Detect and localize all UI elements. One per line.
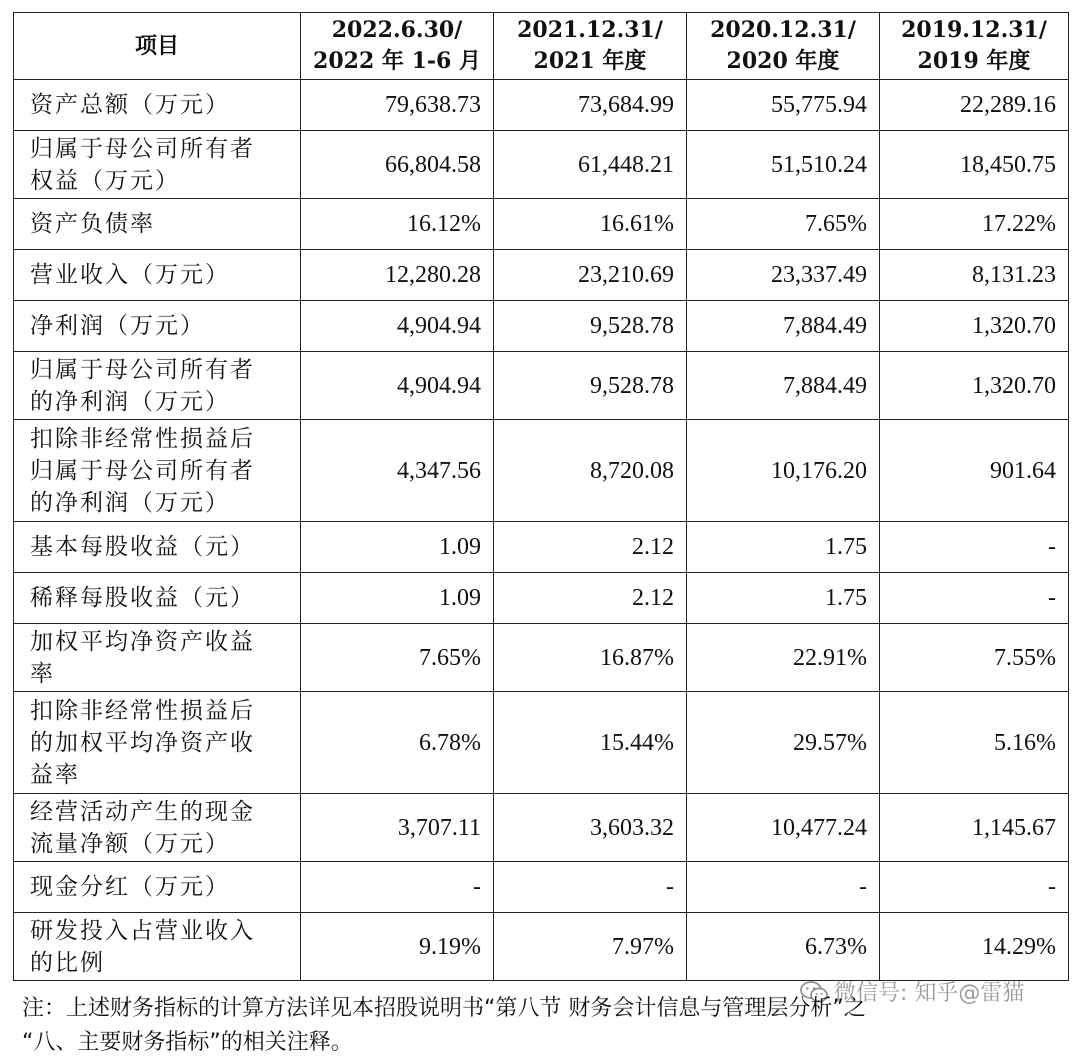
table-row <box>14 573 1069 624</box>
cell-value: 23,337.49 <box>687 250 880 301</box>
row-label: 现金分红（万元） <box>14 862 301 913</box>
table-footnote <box>22 994 1072 1058</box>
cell-value: 1.09 <box>301 522 494 573</box>
header-item: 项目 <box>14 13 301 80</box>
cell-value: 10,477.24 <box>687 794 880 862</box>
cell-value: 8,131.23 <box>880 250 1069 301</box>
table-row <box>14 131 1069 199</box>
cell-value: 9.19% <box>301 913 494 981</box>
cell-value: 61,448.21 <box>494 131 687 199</box>
cell-value: 16.12% <box>301 199 494 250</box>
row-label: 资产总额（万元） <box>14 80 301 131</box>
table-row <box>14 624 1069 692</box>
footnote-line-1: 注：上述财务指标的计算方法详见本招股说明书“第八节 财务会计信息与管理层分析”之 <box>22 996 866 1021</box>
row-label: 扣除非经常性损益后 的加权平均净资产收 益率 <box>14 692 301 794</box>
row-label: 归属于母公司所有者 的净利润（万元） <box>14 352 301 420</box>
table-row <box>14 522 1069 573</box>
cell-value: 8,720.08 <box>494 420 687 522</box>
cell-value: 7.97% <box>494 913 687 981</box>
cell-value: 16.87% <box>494 624 687 692</box>
cell-value: 7.65% <box>301 624 494 692</box>
header-period-2019 <box>880 13 1069 80</box>
row-label: 加权平均净资产收益 率 <box>14 624 301 692</box>
cell-value: 5.16% <box>880 692 1069 794</box>
cell-value: 12,280.28 <box>301 250 494 301</box>
row-label: 扣除非经常性损益后 归属于母公司所有者 的净利润（万元） <box>14 420 301 522</box>
cell-value: 1.09 <box>301 573 494 624</box>
cell-value: 22.91% <box>687 624 880 692</box>
cell-value: 16.61% <box>494 199 687 250</box>
cell-value: 17.22% <box>880 199 1069 250</box>
cell-value: 1,145.67 <box>880 794 1069 862</box>
cell-value: 9,528.78 <box>494 352 687 420</box>
cell-value: 14.29% <box>880 913 1069 981</box>
cell-value: 7.65% <box>687 199 880 250</box>
row-label: 经营活动产生的现金 流量净额（万元） <box>14 794 301 862</box>
cell-value: 4,347.56 <box>301 420 494 522</box>
row-label: 基本每股收益（元） <box>14 522 301 573</box>
cell-value: 3,603.32 <box>494 794 687 862</box>
cell-value: 6.73% <box>687 913 880 981</box>
header-period-2020 <box>687 13 880 80</box>
row-label: 营业收入（万元） <box>14 250 301 301</box>
table-row <box>14 199 1069 250</box>
table-row <box>14 352 1069 420</box>
header-date: 2020.12.31/ 2020 年度 <box>710 17 856 74</box>
cell-value: - <box>301 862 494 913</box>
table-row <box>14 794 1069 862</box>
cell-value: - <box>687 862 880 913</box>
table-row <box>14 692 1069 794</box>
cell-value: 1,320.70 <box>880 301 1069 352</box>
cell-value: 3,707.11 <box>301 794 494 862</box>
cell-value: 51,510.24 <box>687 131 880 199</box>
watermark-text: 微信号: 知乎@雷猫 <box>834 981 1025 1006</box>
cell-value: 55,775.94 <box>687 80 880 131</box>
cell-value: - <box>880 862 1069 913</box>
footnote-line-2: “八、主要财务指标”的相关注释。 <box>22 1030 353 1055</box>
cell-value: 79,638.73 <box>301 80 494 131</box>
cell-value: 6.78% <box>301 692 494 794</box>
table-row <box>14 301 1069 352</box>
row-label: 归属于母公司所有者 权益（万元） <box>14 131 301 199</box>
row-label: 研发投入占营业收入 的比例 <box>14 913 301 981</box>
cell-value: - <box>494 862 687 913</box>
table-row <box>14 80 1069 131</box>
cell-value: 901.64 <box>880 420 1069 522</box>
cell-value: 73,684.99 <box>494 80 687 131</box>
cell-value: 7,884.49 <box>687 352 880 420</box>
cell-value: 2.12 <box>494 522 687 573</box>
header-date: 2019.12.31/ 2019 年度 <box>901 17 1047 74</box>
header-period-2022h1 <box>301 13 494 80</box>
cell-value: 4,904.94 <box>301 301 494 352</box>
table-row <box>14 250 1069 301</box>
row-label: 净利润（万元） <box>14 301 301 352</box>
cell-value: 18,450.75 <box>880 131 1069 199</box>
cell-value: 22,289.16 <box>880 80 1069 131</box>
cell-value: 1,320.70 <box>880 352 1069 420</box>
header-date: 2022.6.30/ 2022 年 1-6 月 <box>313 17 481 74</box>
financial-indicators-table <box>13 12 1069 981</box>
row-label: 资产负债率 <box>14 199 301 250</box>
cell-value: 2.12 <box>494 573 687 624</box>
cell-value: 29.57% <box>687 692 880 794</box>
cell-value: 1.75 <box>687 573 880 624</box>
cell-value: 15.44% <box>494 692 687 794</box>
cell-value: 7.55% <box>880 624 1069 692</box>
header-period-2021 <box>494 13 687 80</box>
cell-value: 1.75 <box>687 522 880 573</box>
table-row <box>14 420 1069 522</box>
cell-value: 23,210.69 <box>494 250 687 301</box>
cell-value: 7,884.49 <box>687 301 880 352</box>
header-date: 2021.12.31/ 2021 年度 <box>517 17 663 74</box>
table-row <box>14 862 1069 913</box>
row-label: 稀释每股收益（元） <box>14 573 301 624</box>
table-header-row <box>14 13 1069 80</box>
cell-value: 4,904.94 <box>301 352 494 420</box>
cell-value: 10,176.20 <box>687 420 880 522</box>
cell-value: 66,804.58 <box>301 131 494 199</box>
cell-value: - <box>880 522 1069 573</box>
cell-value: - <box>880 573 1069 624</box>
cell-value: 9,528.78 <box>494 301 687 352</box>
table-row <box>14 913 1069 981</box>
